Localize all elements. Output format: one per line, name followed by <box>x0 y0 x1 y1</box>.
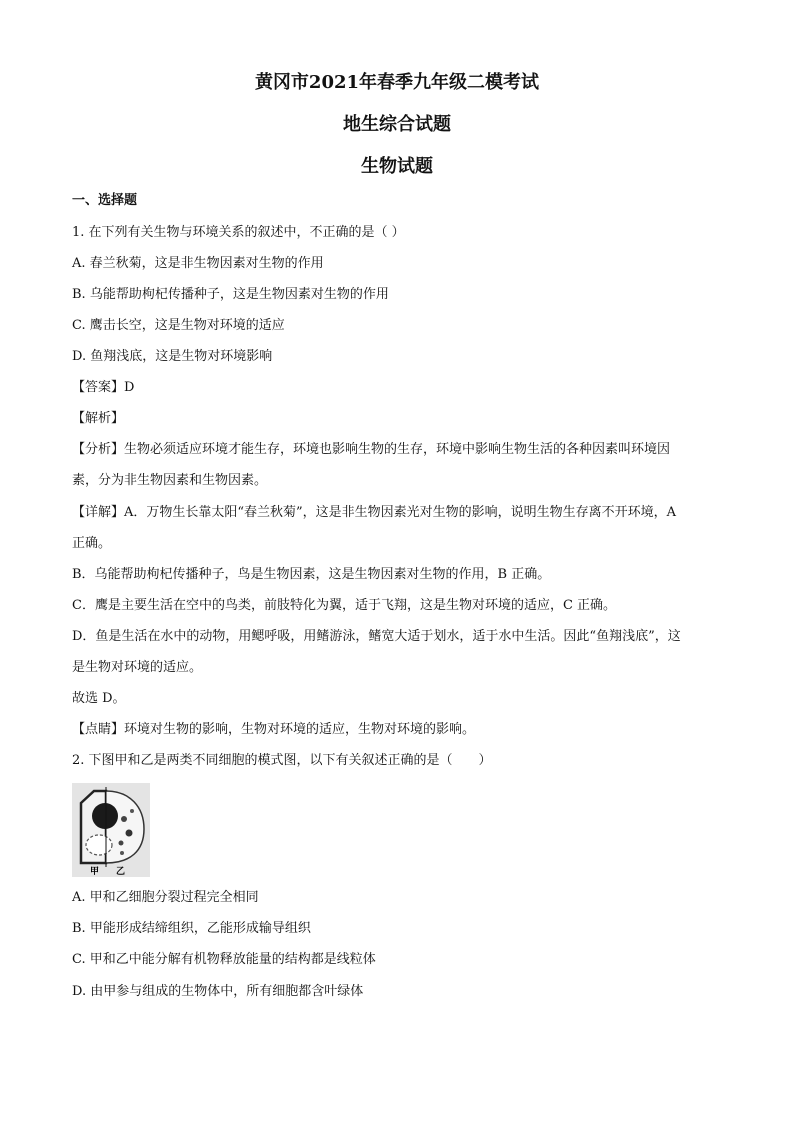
q2-option-b: B. 甲能形成结缔组织，乙能形成输导组织 <box>72 921 311 936</box>
nucleus-shape <box>92 803 118 829</box>
organelle-dot <box>126 830 133 837</box>
q1-xiangjie-line-2: 正确。 <box>72 536 112 551</box>
q1-explain-d-line-2: 是生物对环境的适应。 <box>72 660 203 675</box>
q2-option-d: D. 由甲参与组成的生物体中，所有细胞都含叶绿体 <box>72 984 364 999</box>
q1-explain-d-line-1: D．鱼是生活在水中的动物，用鳃呼吸，用鳍游泳，鳍宽大适于划水，适于水中生活。因此“鱼翔浅底”，这 <box>72 629 681 644</box>
organelle-dot <box>121 816 127 822</box>
exam-title: 黄冈市2021年春季九年级二模考试 <box>254 72 540 93</box>
subject-title: 生物试题 <box>361 156 433 177</box>
cell-diagram-figure <box>72 783 150 877</box>
q1-dianjing: 【点睛】环境对生物的影响，生物对环境的适应，生物对环境的影响。 <box>72 722 476 737</box>
q1-option-d: D. 鱼翔浅底，这是生物对环境影响 <box>72 349 273 364</box>
figure-label-jia: 甲 <box>90 867 100 877</box>
q1-answer: 【答案】D <box>72 380 135 395</box>
section-heading: 一、选择题 <box>72 193 138 208</box>
q2-option-c: C. 甲和乙中能分解有机物释放能量的结构都是线粒体 <box>72 952 376 967</box>
q2-option-a: A. 甲和乙细胞分裂过程完全相同 <box>72 890 259 905</box>
q1-explain-b: B．乌能帮助枸杞传播种子，鸟是生物因素，这是生物因素对生物的作用，B 正确。 <box>72 567 551 582</box>
q1-xiangjie-line-1: 【详解】A．万物生长靠太阳“春兰秋菊”，这是非生物因素光对生物的影响，说明生物生存离不开环境，A <box>72 505 677 520</box>
q1-option-b: B. 乌能帮助枸杞传播种子，这是生物因素对生物的作用 <box>72 287 389 302</box>
vacuole-shape <box>86 835 112 855</box>
exam-subtitle: 地生综合试题 <box>343 114 451 135</box>
organelle-dot <box>120 851 124 855</box>
figure-label-yi: 乙 <box>116 867 126 877</box>
q2-stem: 2. 下图甲和乙是两类不同细胞的模式图，以下有关叙述正确的是（ ） <box>72 753 492 768</box>
organelle-dot <box>130 809 134 813</box>
q1-choose: 故选 D。 <box>72 691 126 706</box>
q1-fenxi-line-2: 素，分为非生物因素和生物因素。 <box>72 473 268 488</box>
organelle-dot <box>119 841 124 846</box>
q1-option-c: C. 鹰击长空，这是生物对环境的适应 <box>72 318 285 333</box>
q1-analysis-label: 【解析】 <box>72 411 125 426</box>
q1-option-a: A. 春兰秋菊，这是非生物因素对生物的作用 <box>72 256 324 271</box>
q1-explain-c: C．鹰是主要生活在空中的鸟类，前肢特化为翼，适于飞翔，这是生物对环境的适应，C 正确。 <box>72 598 617 613</box>
q1-stem: 1. 在下列有关生物与环境关系的叙述中，不正确的是（ ） <box>72 225 405 240</box>
q1-fenxi-line-1: 【分析】生物必须适应环境才能生存，环境也影响生物的生存，环境中影响生物生活的各种因素叫环境因 <box>72 442 671 457</box>
